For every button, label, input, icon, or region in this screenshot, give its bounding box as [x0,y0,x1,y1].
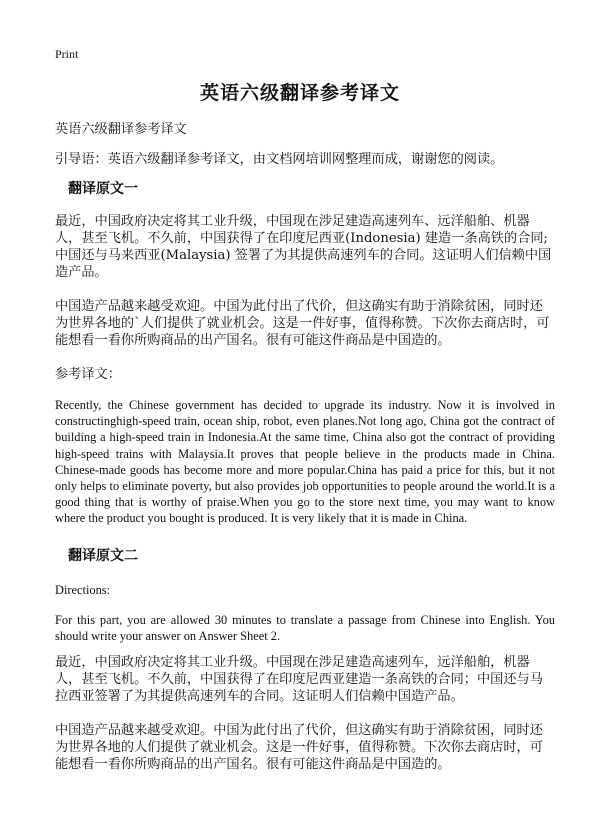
section2-heading: 翻译原文二 [68,548,138,564]
lead-paragraph: 引导语：英语六级翻译参考译文，由文档网培训网整理而成，谢谢您的阅读。 [55,152,504,167]
print-label: Print [55,47,79,61]
section1-heading: 翻译原文一 [68,181,138,197]
directions-text: For this part, you are allowed 30 minutes to translate a passage from Chinese into English. You should write your answer on Answer Sheet 2. [55,613,555,644]
page-title: 英语六级翻译参考译文 [199,82,400,104]
reference-label: 参考译文： [55,367,121,382]
section1-paragraph-2: 中国造产品越来越受欢迎。中国为此付出了代价，但这确实有助于消除贫困，同时还为世界各地的`人们提供了就业机会。这是一件好事，值得称赞。下次你去商店时，可能想看一看你所购商品的出产国名。很有可能这件商品是中国造的。 [55,299,550,348]
section1-paragraph-1: 最近，中国政府决定将其工业升级，中国现在涉足建造高速列车、远洋船舶、机器人，甚至飞机。不久前，中国获得了在印度尼西亚(Indonesia) 建造一条高铁的合同;中国还与马来西亚(Malaysia) 签署了为其提供高速列车的合同。这证明人们信赖中国造产品。 [55,214,552,280]
english-translation: Recently, the Chinese government has decided to upgrade its industry. Now it is involved in constructinghigh-speed train, ocean ship, robot, even planes.Not long ago, China got the contract of building a high-speed train in Indonesia.At the same time, China also got the contract of providing high-speed trains with Malaysia.It proves that people believe in the products made in China. Chinese-made goods has become more and more popular.China has paid a price for this, but it not only helps to eliminate poverty, but also provides job opportunities to people around the world.It is a good thing that is worthy of praise.When you go to the store next time, you may want to know where the product you bought is produced. It is very likely that it is made in China. [55,398,555,526]
section2-paragraph-2: 中国造产品越来越受欢迎。中国为此付出了代价，但这确实有助于消除贫困，同时还为世界各地的人们提供了就业机会。这是一件好事，值得称赞。下次你去商店时，可能想看一看你所购商品的出产国名。很有可能这件商品是中国造的。 [55,723,543,772]
directions-label: Directions: [55,583,111,597]
subtitle: 英语六级翻译参考译文 [55,122,187,137]
section2-paragraph-1: 最近，中国政府决定将其工业升级。中国现在涉足建造高速列车，远洋船舶，机器人，甚至飞机。不久前，中国获得了在印度尼西亚建造一条高铁的合同；中国还与马拉西亚签署了为其提供高速列车的合同。这证明人们信赖中国造产品。 [55,655,543,704]
